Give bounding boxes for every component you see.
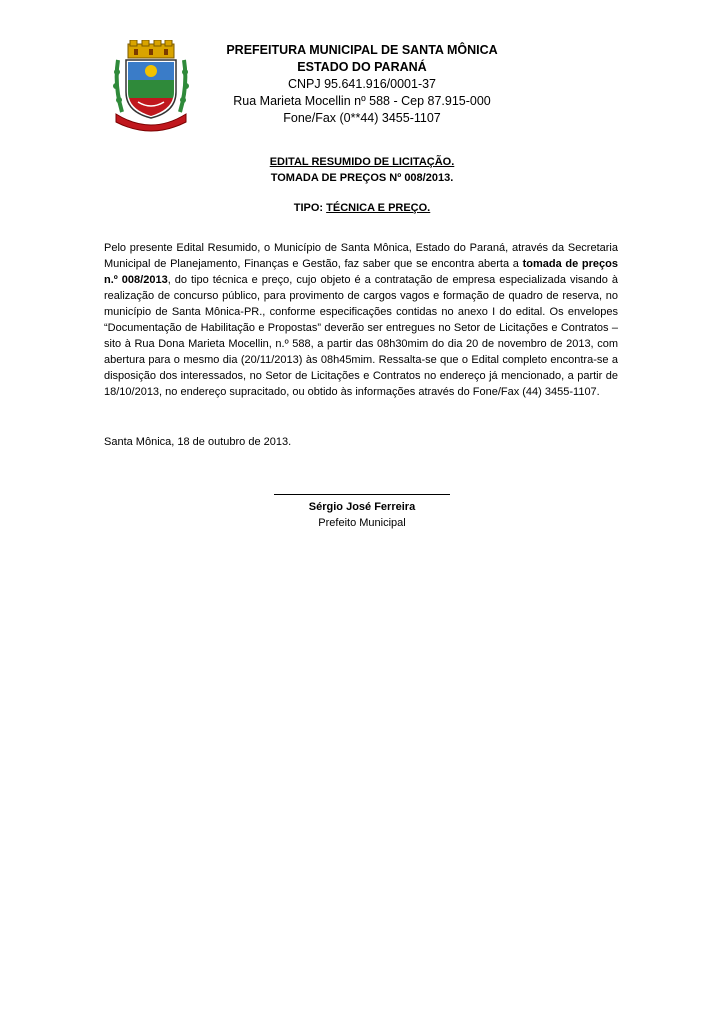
letterhead bbox=[200, 42, 524, 127]
signer-role: Prefeito Municipal bbox=[318, 517, 406, 529]
body-bold-reference: tomada de preços n.º 008/2013 bbox=[104, 258, 618, 286]
document-titles bbox=[104, 154, 620, 216]
signature-line bbox=[274, 494, 450, 495]
tipo-label: TIPO: bbox=[293, 202, 327, 214]
state-name: ESTADO DO PARANÁ bbox=[297, 60, 427, 74]
municipality-name: PREFEITURA MUNICIPAL DE SANTA MÔNICA bbox=[226, 43, 498, 57]
signature-block bbox=[262, 494, 462, 531]
date-line: Santa Mônica, 18 de outubro de 2013. bbox=[104, 436, 292, 448]
tipo-value: TÉCNICA E PREÇO. bbox=[326, 202, 431, 214]
body-paragraph bbox=[104, 240, 618, 400]
phone-fax: Fone/Fax (0**44) 3455-1107 bbox=[283, 111, 441, 125]
tomada-title: TOMADA DE PREÇOS Nº 008/2013. bbox=[270, 172, 454, 184]
edital-title: EDITAL RESUMIDO DE LICITAÇÃO. bbox=[269, 156, 455, 168]
municipal-coat-of-arms-icon bbox=[112, 40, 190, 132]
signer-name: Sérgio José Ferreira bbox=[308, 501, 416, 513]
tipo-line bbox=[104, 200, 620, 216]
address: Rua Marieta Mocellin nº 588 - Cep 87.915-000 bbox=[233, 94, 491, 108]
body-part-2: , do tipo técnica e preço, cujo objeto é a contratação de empresa especializada visando à realização de concurso público, para provimento de cargos vagos e formação de quadro de reserva, no município de Santa Mônica-PR., conforme especificações contidas no anexo I do edital. Os envelopes “Documentação de Habilitação e Propostas” deverão ser entregues no Setor de Licitações e Contratos – sito à Rua Dona Marieta Mocellin, n.º 588, a partir das 08h30mim do dia 20 de novembro de 2013, com abertura para o mesmo dia (20/11/2013) às 08h45mim. Ressalta-se que o Edital completo encontra-se a disposição dos interessados, no Setor de Licitações e Contratos no endereço já mencionado, a partir de 18/10/2013, no endereço supracitado, ou obtido às informações através do Fone/Fax (44) 3455-1107. bbox=[104, 274, 618, 398]
body-part-1: Pelo presente Edital Resumido, o Município de Santa Mônica, Estado do Paraná, através da Secretaria Municipal de Planejamento, Finanças e Gestão, faz saber que se encontra aberta a bbox=[104, 242, 618, 270]
cnpj: CNPJ 95.641.916/0001-37 bbox=[287, 77, 437, 91]
